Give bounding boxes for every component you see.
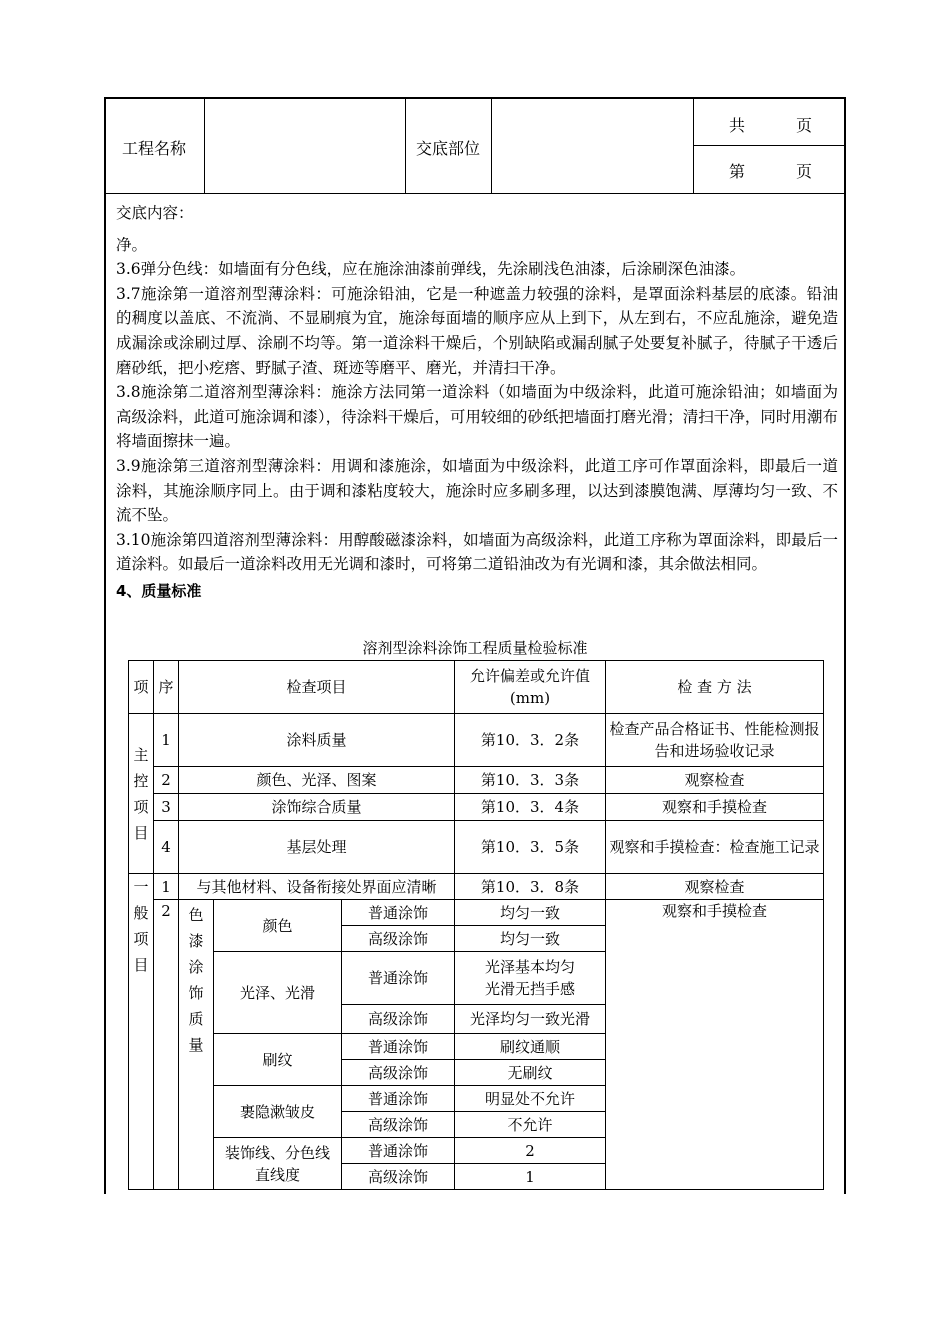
row-seq: 1 bbox=[154, 714, 179, 767]
row-value: 明显处不允许 bbox=[455, 1086, 606, 1112]
paint-quality-category: 色漆涂饰质量 bbox=[179, 900, 214, 1190]
grade-normal: 普通涂饰 bbox=[342, 1138, 455, 1164]
table-header-row bbox=[129, 661, 824, 714]
header-method: 检 查 方 法 bbox=[606, 661, 824, 714]
row-value: 不允许 bbox=[455, 1112, 606, 1138]
grade-high: 高级涂饰 bbox=[342, 1005, 455, 1034]
row-item: 涂料质量 bbox=[179, 714, 455, 767]
line-name: 装饰线、分色线 bbox=[224, 1143, 330, 1162]
header-seq: 序 bbox=[154, 661, 179, 714]
row-method: 观察和手摸检查：检查施工记录 bbox=[606, 821, 824, 874]
general-group: 一般项目 bbox=[129, 874, 154, 1190]
row-seq: 3 bbox=[154, 794, 179, 821]
sub-item-brush: 刷纹 bbox=[214, 1034, 342, 1086]
paragraph: 净。 bbox=[116, 235, 148, 254]
paragraph: 3.9施涂第三道溶剂型薄涂料：用调和漆施涂，如墙面为中级涂料，此道工序可作罩面涂料，即最后一道涂料，其施涂顺序同上。由于调和漆粘度较大，施涂时应多刷多理，以达到漆膜饱满、厚薄均匀一致、不流不坠。 bbox=[116, 456, 838, 525]
total-pages-suffix: 页 bbox=[796, 116, 813, 135]
handover-part-label: 交底部位 bbox=[416, 139, 481, 158]
document-frame bbox=[104, 97, 846, 1194]
sub-item-gloss: 光泽、光滑 bbox=[214, 952, 342, 1034]
row-value bbox=[455, 952, 606, 1005]
row-method: 观察和手摸检查 bbox=[606, 794, 824, 821]
grade-normal: 普通涂饰 bbox=[342, 1034, 455, 1060]
grade-high: 高级涂饰 bbox=[342, 1164, 455, 1190]
row-value: 1 bbox=[455, 1164, 606, 1190]
page-no-suffix: 页 bbox=[796, 162, 813, 181]
table-row bbox=[129, 900, 824, 926]
content-label: 交底内容： bbox=[116, 204, 194, 222]
row-seq: 2 bbox=[154, 767, 179, 794]
paragraph: 3.6弹分色线：如墙面有分色线，应在施涂油漆前弹线，先涂刷浅色油漆，后涂刷深色油漆。 bbox=[116, 260, 746, 279]
paragraph: 3.8施涂第二道溶剂型薄涂料：施涂方法同第一道涂料（如墙面为中级涂料，此道可施涂铅油；如墙面为高级涂料，此道可施涂调和漆），待涂料干燥后，可用较细的砂纸把墙面打磨光滑；清扫干净，同时用潮布将墙面擦抹一遍。 bbox=[116, 383, 838, 451]
grade-normal: 普通涂饰 bbox=[342, 900, 455, 926]
main-control-group: 主控项目 bbox=[129, 714, 154, 874]
row-value: 2 bbox=[455, 1138, 606, 1164]
table-row bbox=[129, 767, 824, 794]
row-value: 均匀一致 bbox=[455, 900, 606, 926]
paragraph: 3.7施涂第一道溶剂型薄涂料：可施涂铅油，它是一种遮盖力较强的涂料，是罩面涂料基层的底漆。铅油的稠度以盖底、不流淌、不显刷痕为宜，施涂每面墙的顺序应从上到下，从左到右，不应乱施涂，避免造成漏涂或涂刷过厚、涂刷不均等。第一道涂料干燥后，个别缺陷或漏刮腻子处要复补腻子，待腻子干透后磨砂纸，把小疙瘩、野腻子渣、斑迹等磨平、磨光，并清扫干净。 bbox=[116, 284, 838, 377]
project-name-label: 工程名称 bbox=[122, 139, 187, 158]
table-row bbox=[129, 714, 824, 767]
handover-content bbox=[116, 201, 838, 604]
row-method: 观察检查 bbox=[606, 874, 824, 900]
row-item: 涂饰综合质量 bbox=[179, 794, 455, 821]
sub-item-color: 颜色 bbox=[214, 900, 342, 952]
row-method: 检查产品合格证书、性能检测报告和进场验收记录 bbox=[606, 714, 824, 767]
row-value: 第10．3．2条 bbox=[455, 714, 606, 767]
row-value: 第10．3．3条 bbox=[455, 767, 606, 794]
page-no-label: 第 bbox=[729, 162, 746, 181]
table-row bbox=[129, 794, 824, 821]
header-divider bbox=[405, 99, 406, 193]
header-check-item: 检查项目 bbox=[179, 661, 455, 714]
header-tolerance-line1: 允许偏差或允许值 bbox=[469, 667, 590, 685]
row-value: 无刷纹 bbox=[455, 1060, 606, 1086]
value-line: 光泽基本均匀 bbox=[484, 958, 575, 976]
row-seq: 4 bbox=[154, 821, 179, 874]
row-method: 观察和手摸检查 bbox=[606, 900, 824, 1190]
paragraph: 3.10施涂第四道溶剂型薄涂料：用醇酸磁漆涂料，如墙面为高级涂料，此道工序称为罩面涂料，即最后一道涂料。如最后一道涂料改用无光调和漆时，可将第二道铅油改为有光调和漆，其余做法相同。 bbox=[116, 530, 838, 574]
header-divider bbox=[693, 145, 844, 146]
project-name-field[interactable] bbox=[205, 99, 405, 193]
grade-high: 高级涂饰 bbox=[342, 926, 455, 952]
row-method: 观察检查 bbox=[606, 767, 824, 794]
row-seq: 2 bbox=[154, 900, 179, 1190]
row-value: 光泽均匀一致光滑 bbox=[455, 1005, 606, 1034]
grade-normal: 普通涂饰 bbox=[342, 952, 455, 1005]
row-value: 第10．3．5条 bbox=[455, 821, 606, 874]
total-pages-label: 共 bbox=[729, 116, 746, 135]
grade-high: 高级涂饰 bbox=[342, 1112, 455, 1138]
grade-high: 高级涂饰 bbox=[342, 1060, 455, 1086]
header-item: 项 bbox=[129, 661, 154, 714]
row-item: 与其他材料、设备衔接处界面应清晰 bbox=[179, 874, 455, 900]
sub-item-wrinkle: 裹隐漱皱皮 bbox=[214, 1086, 342, 1138]
row-item: 颜色、光泽、图案 bbox=[179, 767, 455, 794]
sub-item-line bbox=[214, 1138, 342, 1190]
table-title: 溶剂型涂料涂饰工程质量检验标准 bbox=[362, 639, 588, 657]
header-tolerance bbox=[455, 661, 606, 714]
table-row bbox=[129, 821, 824, 874]
handover-part-field[interactable] bbox=[492, 99, 693, 193]
row-seq: 1 bbox=[154, 874, 179, 900]
header-table bbox=[106, 99, 844, 194]
row-item: 基层处理 bbox=[179, 821, 455, 874]
row-value: 刷纹通顺 bbox=[455, 1034, 606, 1060]
value-line: 光滑无挡手感 bbox=[484, 980, 575, 998]
grade-normal: 普通涂饰 bbox=[342, 1086, 455, 1112]
row-value: 第10．3．4条 bbox=[455, 794, 606, 821]
header-tolerance-line2: (mm) bbox=[509, 689, 551, 707]
table-row bbox=[129, 874, 824, 900]
header-divider bbox=[693, 99, 694, 193]
quality-standard-table bbox=[128, 660, 824, 1190]
row-value: 第10．3．8条 bbox=[455, 874, 606, 900]
line-name: 直线度 bbox=[254, 1165, 300, 1184]
row-value: 均匀一致 bbox=[455, 926, 606, 952]
section-title: 4、质量标准 bbox=[116, 581, 202, 600]
